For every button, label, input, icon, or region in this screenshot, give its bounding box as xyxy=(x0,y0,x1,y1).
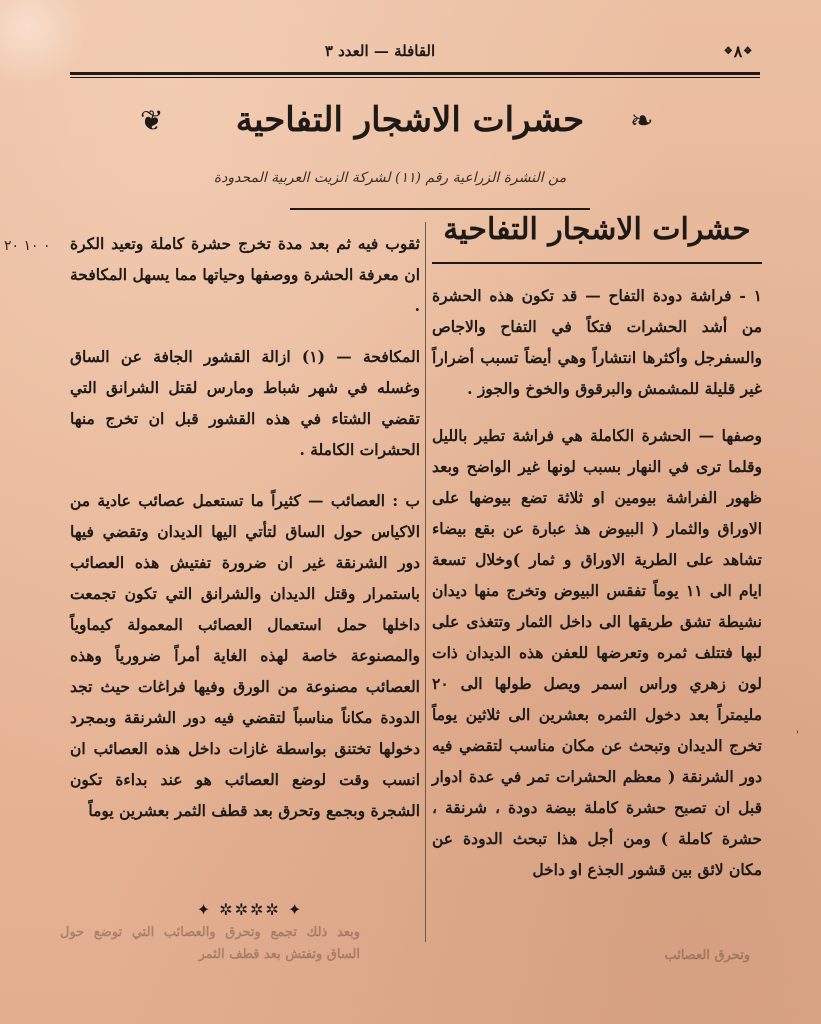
paragraph: المكافحة — (١) ازالة القشور الجافة عن الساق وغسله في شهر شباط ومارس لقتل الشرانق التي تقضي الشتاء في هذه القشور قبل ان تخرج منها الحشرات الكاملة . xyxy=(70,347,421,459)
page-header xyxy=(70,38,760,72)
subtitle-rule xyxy=(290,208,590,210)
paragraph: ثقوب فيه ثم بعد مدة تخرج حشرة كاملة وتعيد الكرة ان معرفة الحشرة ووصفها وحياتها مما يسهل المكافحة . xyxy=(70,234,420,315)
page-number: ❖ ٨ ❖ xyxy=(720,38,756,64)
footer-ornament: ✦ ✲✲✲✲ ✦ xyxy=(196,900,304,919)
right-column xyxy=(432,280,762,901)
title-ornament-right-icon: ❧ xyxy=(630,104,654,137)
header-rule-thin xyxy=(70,77,760,78)
paragraph: ب : العصائب — كثيراً ما تستعمل عصائب عادية من الاكياس حول الساق لتأتي اليها الديدان وتقضي فيها دور الشرنقة غير ان ضرورة تفتيش هذه العصائب باستمرار وقتل الديدان والشرانق التي تكون تجمعت داخلها حمل استعمال العصائب المعمولة كيماوياً والمصنوعة خاصة لهذه الغاية أمراً ضرورياً وهذه العصائب مصنوعة من الورق وفيها فراغات حيث تجد الدودة مكاناً مناسباً لتقضي فيه دور الشرنقة وبمجرد دخولها تختنق بواسطة غازات داخل هذه العصائب ان انسب وقت لوضع العصائب هو عند بداءة تكون الشجرة وبجمع وتحرق بعد قطف الثمر بعشرين يوماً xyxy=(70,491,420,820)
left-column xyxy=(70,228,420,846)
section-rule xyxy=(432,262,762,264)
paragraph: ١ - فراشة دودة التفاح — قد تكون هذه الحشرة من أشد الحشرات فتكاً في التفاح والاجاص والسفرجل وأكثرها انتشاراً وهي أيضاً تسبب أضراراً غير قليلة للمشمش والبرقوق والخوخ والجوز . xyxy=(432,286,762,398)
title-ornament-left-icon: ❦ xyxy=(140,104,164,137)
margin-mark: ٠ ١٠ ٢٠ xyxy=(4,238,51,254)
column-divider xyxy=(425,222,426,942)
margin-mark-right: ' xyxy=(796,730,799,741)
article-subtitle: من النشرة الزراعية رقم (١١) لشركة الزيت العربية المحدودة xyxy=(213,170,567,186)
journal-name: القافلة — العدد ٣ xyxy=(324,42,436,60)
section-title: حشرات الاشجار التفاحية xyxy=(443,212,751,247)
paragraph: وصفها — الحشرة الكاملة هي فراشة تطير بالليل وقلما ترى في النهار بسبب لونها غير الواضح وبعد ظهور الفراشة بيومين او ثلاثة تضع بيوضها على الاوراق والثمار ( البيوض هذ عبارة عن بقع بيضاء تشاهد على الطرية الاوراق و ثمار )وخلال تسعة ايام الى ١١ يوماً تفقس البيوض وتخرج منها ديدان نشيطة تشق طريقها الى داخل الثمار وتتغذى على لبها فتتلف ثمره وتعرضها للعفن هذه الديدان ذات لون زهري وراس اسمر ويصل طولها الى ٢٠ مليمتراً بعد دخول الثمره بعشرين الى ثلاثين يوماً تخرج الديدان وتبحث عن مكان مناسب لتقضي فيه دور الشرنقة ( معظم الحشرات تمر في عدة ادوار قبل ان تصبح حشرة كاملة بيضة دودة ، شرنقة ، حشرة كاملة ) ومن أجل هذا تبحث الدودة عن مكان لائق بين قشور الجذع او داخل xyxy=(432,426,762,879)
faded-bleed-text: وبعد ذلك تجمع وتحرق والعصائب التي توضع حول الساق وتفتش بعد قطف الثمر xyxy=(60,925,360,962)
header-rule xyxy=(70,72,760,75)
article-title: حشرات الاشجار التفاحية xyxy=(235,100,585,140)
faded-bleed-text-right: وتحرق العصائب xyxy=(664,948,750,963)
